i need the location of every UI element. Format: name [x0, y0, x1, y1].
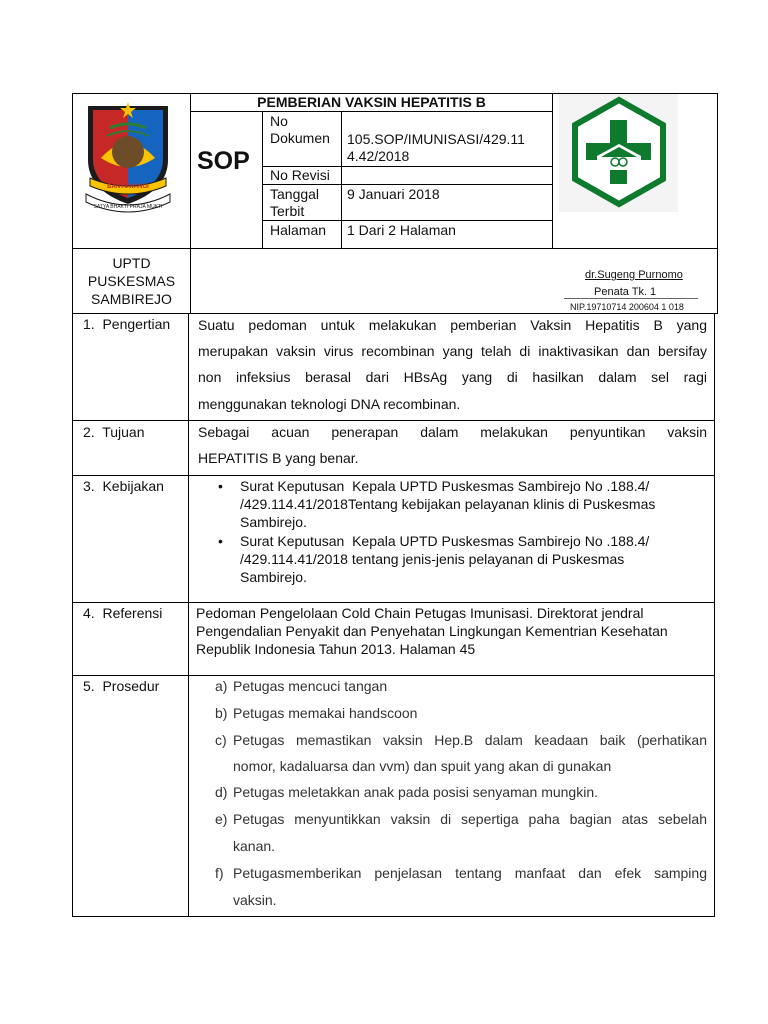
signatory-nip: NIP.19710714 200604 1 018 [570, 302, 684, 312]
kebijakan-item-2-line-2: /429.114.41/2018 tentang jenis-jenis pelayanan di Puskesmas [240, 551, 625, 567]
step-marker-a: a) [215, 678, 228, 694]
step-marker-f: f) [215, 865, 224, 881]
referensi-line-3: Republik Indonesia Tahun 2013. Halaman 45 [196, 641, 476, 657]
pengertian-line-4: menggunakan teknologi DNA recombinan. [198, 396, 461, 412]
kebijakan-item-2-line-3: Sambirejo. [240, 569, 307, 585]
step-marker-b: b) [215, 705, 228, 721]
value-no-dokumen-2: 4.42/2018 [347, 148, 410, 164]
step-a-line-1: Petugas mencuci tangan [233, 678, 388, 694]
document-title: PEMBERIAN VAKSIN HEPATITIS B [257, 94, 486, 110]
kebijakan-item-1-line-3: Sambirejo. [240, 514, 307, 530]
tujuan-line-1: Sebagai acuan penerapan dalam melakukan penyuntikan vaksin [198, 424, 707, 440]
step-marker-d: d) [215, 784, 228, 800]
bullet-icon: • [218, 533, 223, 549]
pengertian-line-2: merupakan vaksin virus recombinan yang telah di inaktivasikan dan bersifay [198, 343, 707, 359]
pengertian-line-1: Suatu pedoman untuk melakukan pemberian Vaksin Hepatitis B yang [198, 317, 707, 333]
step-marker-e: e) [215, 811, 228, 827]
regency-logo [82, 98, 174, 216]
label-pengertian: 1. Pengertian [83, 316, 171, 332]
signatory-rank: Penata Tk. 1 [594, 286, 657, 298]
label-kebijakan: 3. Kebijakan [83, 478, 164, 494]
bullet-icon: • [218, 478, 223, 494]
label-prosedur: 5. Prosedur [83, 678, 160, 694]
signatory-name: dr.Sugeng Purnomo [585, 269, 683, 281]
value-tanggal-terbit: 9 Januari 2018 [347, 186, 440, 202]
kebijakan-item-1-line-2: /429.114.41/2018Tentang kebijakan pelayanan klinis di Puskesmas [240, 496, 656, 512]
label-terbit: Terbit [270, 203, 305, 219]
tujuan-line-2: HEPATITIS B yang benar. [198, 450, 359, 466]
label-dokumen: Dokumen [270, 130, 330, 146]
logo-motto-text: SATYA BHAKTI PRAJA MUKTI [93, 204, 163, 210]
step-e-line-2: kanan. [233, 838, 276, 854]
label-tujuan: 2. Tujuan [83, 424, 145, 440]
step-c-line-1: Petugas memastikan vaksin Hep.B dalam keadaan baik (perhatikan [233, 732, 707, 748]
sop-label: SOP [197, 147, 250, 175]
label-tanggal: Tanggal [270, 186, 320, 202]
step-e-line-1: Petugas menyuntikkan vaksin di sepertiga paha bagian atas sebelah [233, 811, 707, 827]
label-halaman: Halaman [270, 222, 327, 238]
step-f-line-2: vaksin. [233, 892, 277, 908]
label-referensi: 4. Referensi [83, 605, 163, 621]
logo-ribbon-text: BANYUWANGI [107, 184, 149, 190]
kebijakan-item-1-line-1: Surat Keputusan Kepala UPTD Puskesmas Sambirejo No .188.4/ [240, 478, 650, 494]
institution-line-3: SAMBIREJO [91, 291, 172, 307]
step-f-line-1: Petugasmemberikan penjelasan tentang manfaat dan efek samping [233, 865, 707, 881]
label-no: No [270, 113, 288, 129]
value-no-dokumen-1: 105.SOP/IMUNISASI/429.11 [347, 131, 525, 147]
step-marker-c: c) [215, 732, 227, 748]
step-b-line-1: Petugas memakai handscoon [233, 705, 418, 721]
step-c-line-2: nomor, kadaluarsa dan vvm) dan spuit yang akan di gunakan [233, 758, 612, 774]
value-halaman: 1 Dari 2 Halaman [347, 222, 456, 238]
kebijakan-item-2-line-1: Surat Keputusan Kepala UPTD Puskesmas Sambirejo No .188.4/ [240, 533, 650, 549]
referensi-line-1: Pedoman Pengelolaan Cold Chain Petugas Imunisasi. Direktorat jendral [196, 605, 644, 621]
label-no-revisi: No Revisi [270, 167, 330, 183]
institution-line-1: UPTD [112, 255, 151, 271]
referensi-line-2: Pengendalian Penyakit dan Penyehatan Lingkungan Kementrian Kesehatan [196, 623, 668, 639]
pengertian-line-3: non infeksius berasal dari HBsAg yang di hasilkan dalam sel ragi [198, 369, 707, 385]
step-d-line-1: Petugas meletakkan anak pada posisi senyaman mungkin. [233, 784, 598, 800]
institution-line-2: PUSKESMAS [87, 273, 176, 289]
puskesmas-logo [559, 94, 678, 212]
